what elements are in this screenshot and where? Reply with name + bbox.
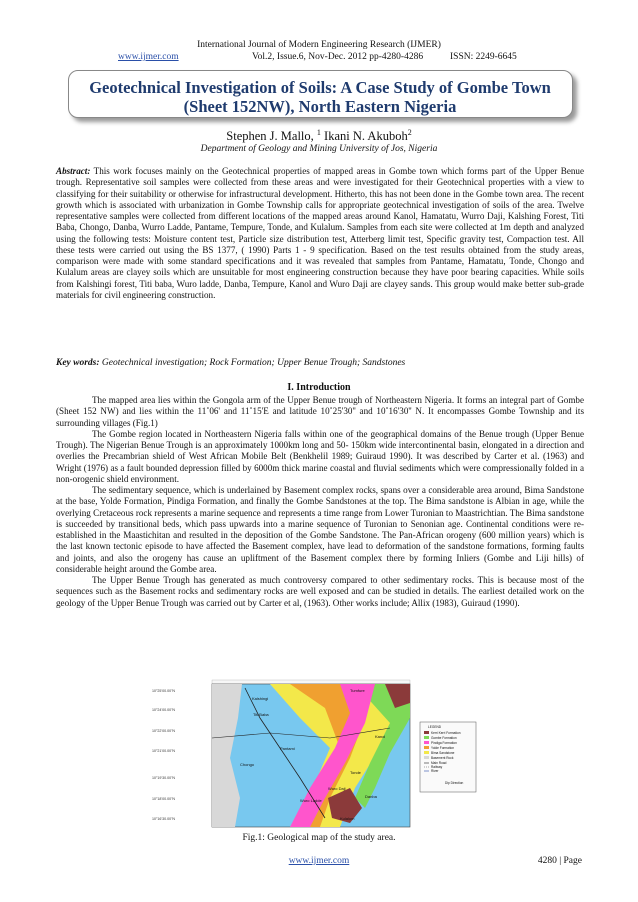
lat-label: 10°21'00.00"N [152, 749, 175, 753]
author-1: Stephen J. Mallo, [226, 129, 314, 144]
section-heading: I. Introduction [287, 382, 351, 393]
place-label: Kulalum [340, 816, 355, 821]
legend-item: Pindiga Formation [431, 741, 457, 745]
place-label: Danba [365, 794, 377, 799]
place-label: Wuro Daji [328, 786, 346, 791]
affiliation: Department of Geology and Mining University of Jos, Nigeria [200, 144, 438, 154]
geological-map-figure [150, 678, 480, 828]
legend-title: LEGEND [428, 725, 442, 729]
author-2: Ikani N. Akuboh [324, 129, 408, 144]
lat-label: 10°22'00.00"N [152, 729, 175, 733]
place-label: Chongo [240, 762, 255, 767]
keywords-text: Geotechnical investigation; Rock Formation; Upper Benue Trough; Sandstones [101, 358, 406, 368]
paragraph: The sedimentary sequence, which is underlained by Basement complex rocks, spans over a considerable area around, Bima Sandstone at the base, Yolde Formation, Pindiga Formation, and finally the Gombe Sandstones at the top. The Bima sandstone is Albian in age, while the overlying Cretaceous rock represents a marine sequence and represents a time range from Lower Turonian to Maastrichtian. The Bima sandstone is succeeded by transitional beds, which pass upwards into a marine sequence of Turonian to Senonian age. Continental conditions were re-established in the Maastichitan and resulted in the deposition of the Gombe Sandstone. The Pan-African orogeny (600 million years) which is the last known tectonic episode to have affected the Basement complex, have lead to deformation of the sandstone formations, forming faults and joints, and also the orogeny has cause an upliftment of the Basement complex there by forming Inliers (Gombe and Liji hills) of considerable height around the Gombe area. [56, 485, 584, 574]
keywords [56, 358, 584, 369]
legend-item: Railway [431, 765, 443, 769]
lat-label: 10°25'00.00"N [152, 689, 175, 693]
place-label: Kalshingi [252, 696, 269, 701]
footer-url-link[interactable]: www.ijmer.com [288, 856, 350, 866]
lat-label: 10°24'00.00"N [152, 708, 175, 712]
journal-issn: ISSN: 2249-6645 [450, 52, 517, 62]
legend-item: Basement Rock [431, 756, 454, 760]
place-label: Kanol [375, 734, 386, 739]
author-1-affil: 1 [316, 128, 321, 137]
place-label: Tumfure [350, 688, 365, 693]
map-top-ruler [212, 680, 410, 684]
legend-item: Kerri Kerri Formation [431, 731, 461, 735]
abstract [56, 166, 584, 301]
legend-dip: Dip Direction [445, 781, 464, 785]
journal-name: International Journal of Modern Engineering Research (IJMER) [197, 40, 441, 50]
lat-label: 10°19'30.00"N [152, 776, 175, 780]
lat-label: 10°18'00.00"N [152, 797, 175, 801]
place-label: Pantami [280, 746, 295, 751]
intro-body [56, 395, 584, 609]
place-label: Tonde [350, 770, 361, 775]
journal-url-link[interactable]: www.ijmer.com [118, 52, 179, 62]
abstract-label: Abstract: [56, 166, 91, 176]
paper-title: Geotechnical Investigation of Soils: A Case Study of Gombe Town (Sheet 152NW), North Eastern Nigeria [89, 78, 551, 116]
figure-caption: Fig.1: Geological map of the study area. [242, 833, 396, 843]
page-number: 4280 | Page [537, 856, 582, 866]
legend-item: Bima Sandstone [431, 751, 455, 755]
map-lat-labels [152, 689, 175, 821]
paragraph: The mapped area lies within the Gongola arm of the Upper Benue trough of Northeastern Nigeria. It forms an integral part of Gombe (Sheet 152 NW) and lies within the 11˚06' and 11˚15'E and latitude 10˚25'30'' and 10˚16'30'' N. It encompasses Gombe Township and its surrounding villages (Fig.1) [56, 395, 584, 428]
place-label: Titi Baba [253, 712, 269, 717]
authors [0, 126, 638, 143]
abstract-text: This work focuses mainly on the Geotechnical properties of mapped areas in Gombe town which forms part of the Upper Benue trough. Representative soil samples were collected from these areas and were investigated for their Geotechnical properties with a view to classifying for their suitability or otherwise for infrastructural development. Hitherto, this has not been done in the Gombe town area. The recent growth which is associated with urbanization in Gombe Township calls for appropriate geotechnical investigation of soils of the area. Twelve representative samples were collected from different locations of the mapped areas around Kanol, Hamatatu, Wurro Daji, Kalshing Forest, Titi Baba, Chongo, Danba, Wurro Ladde, Pantame, Tempure, Tonde, and Kulalum. Samples from each site were collected at 1m depth and analyzed using the following tests: Moisture content test, Particle size distribution test, Atterberg limit test, Specific gravity test, Compaction test. All these tests were carried out using the BS 1377, ( 1990) Parts 1 - 9 specification. Based on the test results obtained from the study areas, comparison were made with some standard specifications and it was revealed that samples from Pantame, Hamatatu, Tonde, Chongo and Kulalum areas are clayey soils which are unsuitable for most engineering construction because they have poor bearing capacities. While soils from Kalshingi forest, Titi baba, Wuro ladde, Danba, Tempure, Kanol and Wuro Daji are clayey sands. This group would make better sub-grade materials for civil engineering construction. [56, 166, 584, 300]
author-2-affil: 2 [407, 128, 412, 137]
lat-label: 10°16'30.00"N [152, 817, 175, 821]
keywords-label: Key words: [56, 358, 100, 368]
legend-item: Main Road [431, 761, 447, 765]
legend-item: Yolde Formation [431, 746, 455, 750]
paragraph: The Upper Benue Trough has generated as much controversy compared to other sedimentary rocks. This is because most of the sequences such as the Basement rocks and sedimentary rocks are well exposed and can be studied in details. The earliest detailed work on the geology of the Upper Benue Trough was carried out by Carter et al, (1963). Other works include; Allix (1983), Guiraud (1990). [56, 575, 584, 608]
place-label: Wuro Ladde [300, 798, 322, 803]
paragraph: The Gombe region located in Northeastern Nigeria falls within one of the geographical domains of the Benue trough (Upper Benue Trough). The Nigerian Benue Trough is an approximately 1000km long and 50- 150km wide intercontinental basin, elongated in a direction and overlies the Precambrian shield of West African Mobile Belt (Benkhelil 1989; Guiraud 1990). It was described by Carter et al. (1963) and Wright (1976) as a fault bounded depression filled by 6000m thick marine coastal and fluvial sediments which were compressionally folded in a non-orogenic shield environment. [56, 428, 584, 484]
legend-item: Gombe Formation [431, 736, 457, 740]
journal-volume: Vol.2, Issue.6, Nov-Dec. 2012 pp-4280-4286 [252, 52, 424, 62]
legend-item: River [431, 769, 439, 773]
